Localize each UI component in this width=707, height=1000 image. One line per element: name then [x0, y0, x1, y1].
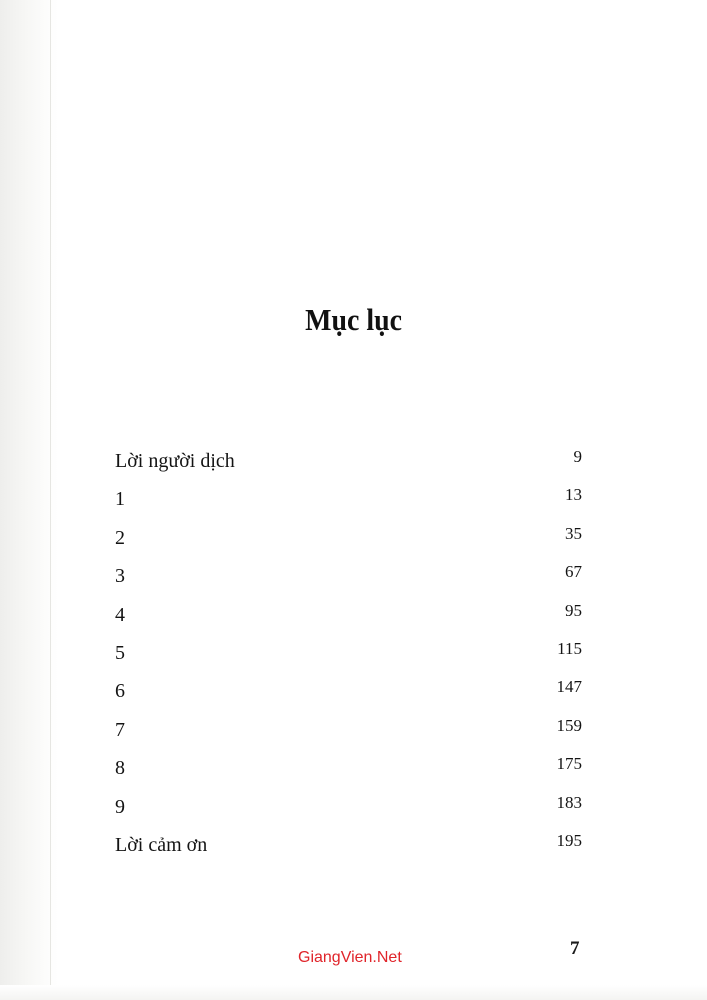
- toc-entry-page: 147: [556, 677, 582, 697]
- toc-entry-page: 195: [556, 830, 582, 850]
- toc-entry-chapter-8: [115, 753, 582, 791]
- toc-entry-page: 175: [556, 754, 582, 774]
- toc-entry-chapter-9: [115, 792, 582, 830]
- watermark-text: GiangVien.Net: [298, 949, 402, 966]
- table-of-contents: [115, 446, 582, 868]
- toc-entry-page: 159: [556, 715, 582, 735]
- toc-entry-acknowledgements: [115, 830, 582, 868]
- toc-entry-chapter-3: [115, 561, 582, 599]
- toc-entry-label: 1: [115, 488, 125, 511]
- page-bottom-edge: [0, 985, 707, 1000]
- toc-entry-page: 183: [556, 792, 582, 812]
- toc-entry-label: Lời cảm ơn: [115, 833, 208, 856]
- toc-entry-label: Lời người dịch: [115, 450, 235, 472]
- toc-entry-page: 13: [565, 485, 582, 505]
- toc-entry-label: 7: [115, 718, 125, 741]
- toc-entry-chapter-2: [115, 523, 582, 561]
- toc-entry-label: 6: [115, 680, 125, 703]
- toc-entry-label: 3: [115, 565, 125, 588]
- toc-entry-page: 9: [573, 447, 582, 466]
- toc-entry-label: 5: [115, 641, 125, 664]
- toc-entry-label: 9: [115, 795, 125, 818]
- toc-entry-label: 4: [115, 603, 125, 626]
- toc-entry-chapter-6: [115, 676, 582, 714]
- toc-entry-page: 95: [565, 600, 582, 620]
- gutter-edge: [50, 0, 51, 1000]
- toc-entry-chapter-5: [115, 638, 582, 676]
- toc-entry-page: 115: [557, 638, 582, 658]
- toc-entry-chapter-1: [115, 484, 582, 522]
- toc-entry-page: 67: [565, 562, 582, 582]
- toc-entry-chapter-4: [115, 600, 582, 638]
- toc-entry-label: 8: [115, 757, 125, 780]
- page-number: 7: [570, 938, 580, 959]
- page-title: Mục lục: [305, 302, 402, 337]
- toc-entry-chapter-7: [115, 715, 582, 753]
- toc-entry-page: 35: [565, 523, 582, 543]
- toc-entry-translator-note: [115, 446, 582, 484]
- toc-entry-label: 2: [115, 526, 125, 549]
